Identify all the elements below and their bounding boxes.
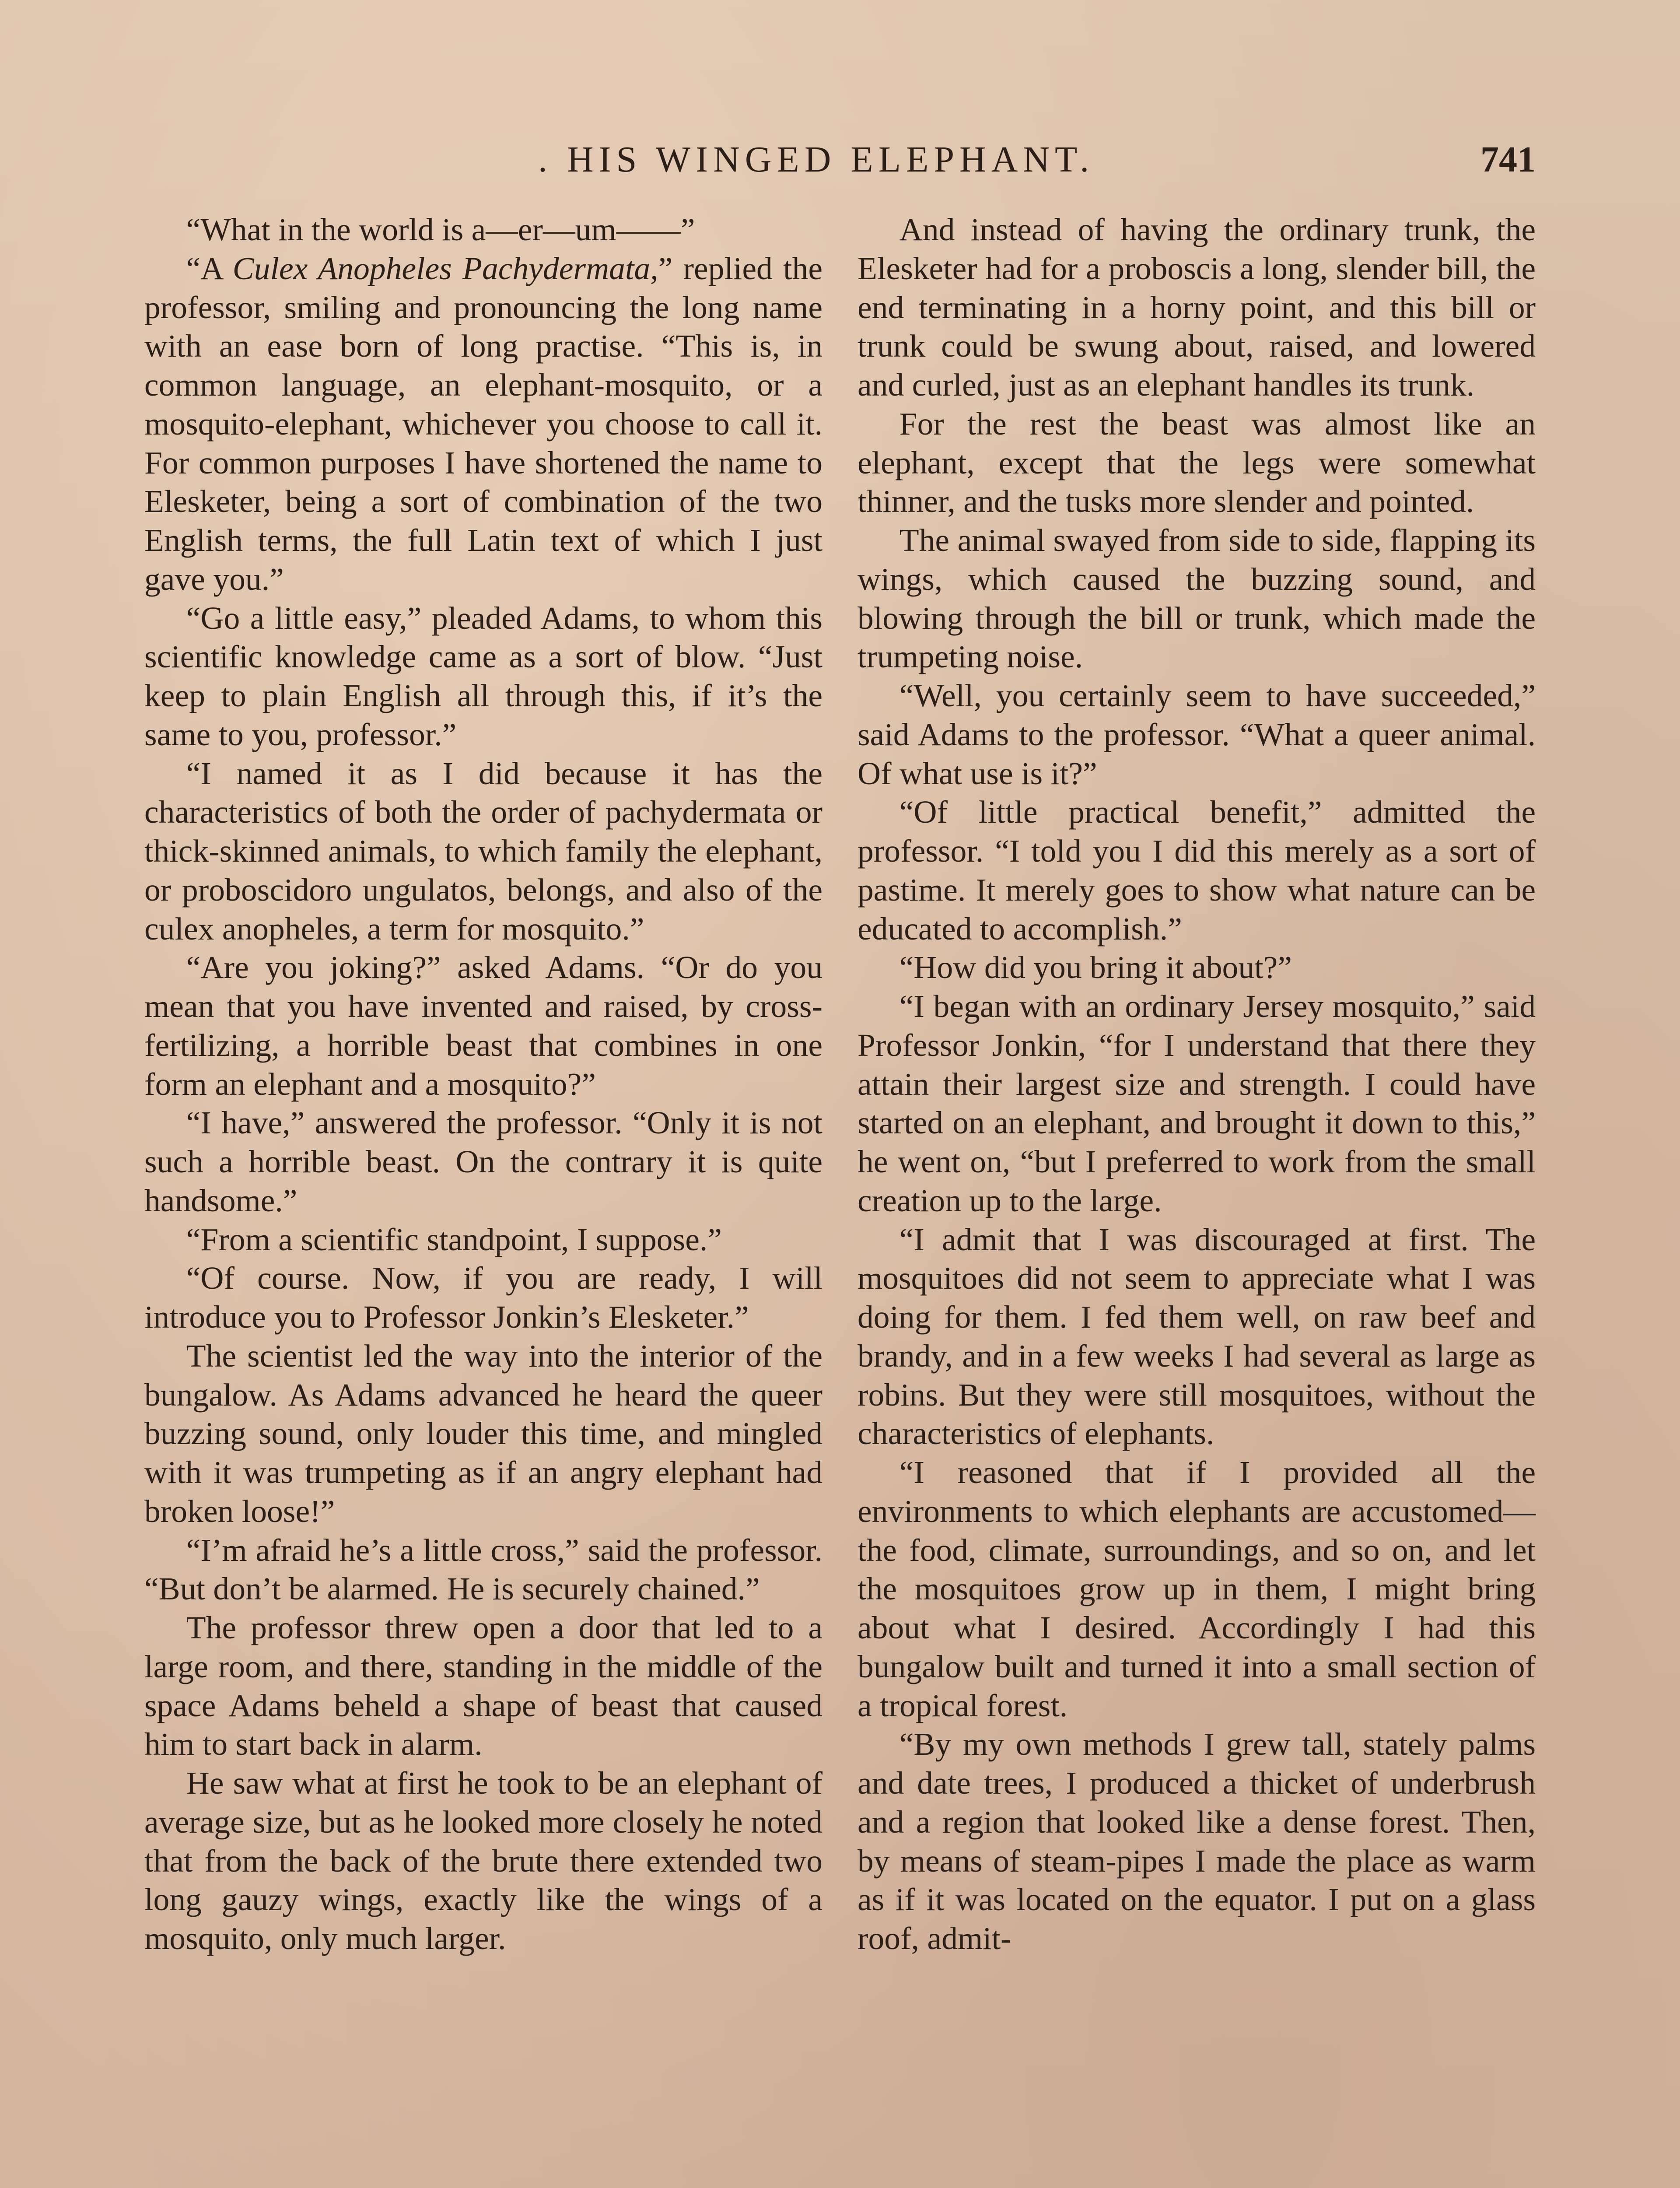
page-header	[0, 127, 1680, 193]
text-run: ” replied the professor, smiling and pronouncing the long name with an ease born of long practise. “This is, in common language, an elephant-mosquito, or a mosquito-elephant, whichever you choose to call it. For common purposes I have shortened the name to Elesketer, being a sort of combination of the two English terms, the full Latin text of which I just gave you.”	[144, 250, 822, 597]
running-title: . HIS WINGED ELEPHANT.	[538, 139, 1095, 180]
paragraph: “Are you joking?” asked Adams. “Or do you mean that you have invented and raised, by cross-fertilizing, a horrible beast that combines in one form an elephant and a mosquito?”	[144, 949, 822, 1102]
paragraph: “I’m afraid he’s a little cross,” said the professor. “But don’t be alarmed. He is securely chained.”	[144, 1532, 822, 1607]
paragraph: The scientist led the way into the interior of the bungalow. As Adams advanced he heard the queer buzzing sound, only louder this time, and mingled with it was trumpeting as if an angry elephant had broken loose!”	[144, 1337, 822, 1529]
paragraph: The professor threw open a door that led to a large room, and there, standing in the middle of the space Adams beheld a shape of beast that caused him to start back in alarm.	[144, 1609, 822, 1762]
paragraph: “I reasoned that if I provided all the environments to which elephants are accustomed—the food, climate, surroundings, and so on, and let the mosquitoes grow up in them, I might bring about what I desired. Accordingly I had this bungalow built and turned it into a small section of a tropical forest.	[858, 1454, 1536, 1723]
paragraph: For the rest the beast was almost like an elephant, except that the legs were somewhat thinner, and the tusks more slender and pointed.	[858, 405, 1536, 519]
page-number: 741	[1480, 139, 1536, 180]
paragraph: “By my own methods I grew tall, stately palms and date trees, I produced a thicket of underbrush and a region that looked like a dense forest. Then, by means of steam-pipes I made the place as warm as if it was located on the equator. I put on a glass roof, admit-	[858, 1726, 1536, 1956]
latin-name: Culex Anopheles Pachydermata,	[232, 250, 658, 286]
paragraph: “Of little practical benefit,” admitted the professor. “I told you I did this merely as a sort of pastime. It merely goes to show what nature can be educated to accomplish.”	[858, 794, 1536, 947]
left-column	[144, 210, 822, 1958]
paragraph	[144, 249, 822, 599]
paragraph: “From a scientific standpoint, I suppose.”	[186, 1221, 722, 1257]
paragraph: And instead of having the ordinary trunk, the Elesketer had for a proboscis a long, slender bill, the end terminating in a horny point, and this bill or trunk could be swung about, raised, and lowered and curled, just as an elephant handles its trunk.	[858, 211, 1536, 403]
paragraph: “I began with an ordinary Jersey mosquito,” said Professor Jonkin, “for I understand that there they attain their largest size and strength. I could have started on an elephant, and brought it down to this,” he went on, “but I preferred to work from the small creation up to the large.	[858, 988, 1536, 1218]
paragraph: “I have,” answered the professor. “Only it is not such a horrible beast. On the contrary it is quite handsome.”	[144, 1105, 822, 1218]
paragraph: “Go a little easy,” pleaded Adams, to whom this scientific knowledge came as a sort of blow. “Just keep to plain English all through this, if it’s the same to you, professor.”	[144, 600, 822, 752]
paragraph: The animal swayed from side to side, flapping its wings, which caused the buzzing sound, and blowing through the bill or trunk, which made the trumpeting noise.	[858, 522, 1536, 675]
paragraph: “I admit that I was discouraged at first. The mosquitoes did not seem to appreciate what I was doing for them. I fed them well, on raw beef and brandy, and in a few weeks I had several as large as robins. But they were still mosquitoes, without the characteristics of elephants.	[858, 1221, 1536, 1452]
paragraph: “How did you bring it about?”	[899, 949, 1292, 985]
paragraph: “Of course. Now, if you are ready, I will introduce you to Professor Jonkin’s Elesketer.”	[144, 1260, 822, 1335]
paragraph: “Well, you certainly seem to have succeeded,” said Adams to the professor. “What a queer animal. Of what use is it?”	[858, 677, 1536, 791]
paragraph: “I named it as I did because it has the characteristics of both the order of pachydermata or thick-skinned animals, to which family the elephant, or proboscidoro ungulatos, belongs, and also of the culex anopheles, a term for mosquito.”	[144, 755, 822, 947]
right-column	[858, 210, 1536, 1958]
paragraph: “What in the world is a—er—um——”	[186, 211, 695, 247]
text-run: “A	[186, 250, 233, 286]
paragraph: He saw what at first he took to be an elephant of average size, but as he looked more closely he noted that from the back of the brute there extended two long gauzy wings, exactly like the wings of a mosquito, only much larger.	[144, 1765, 822, 1956]
